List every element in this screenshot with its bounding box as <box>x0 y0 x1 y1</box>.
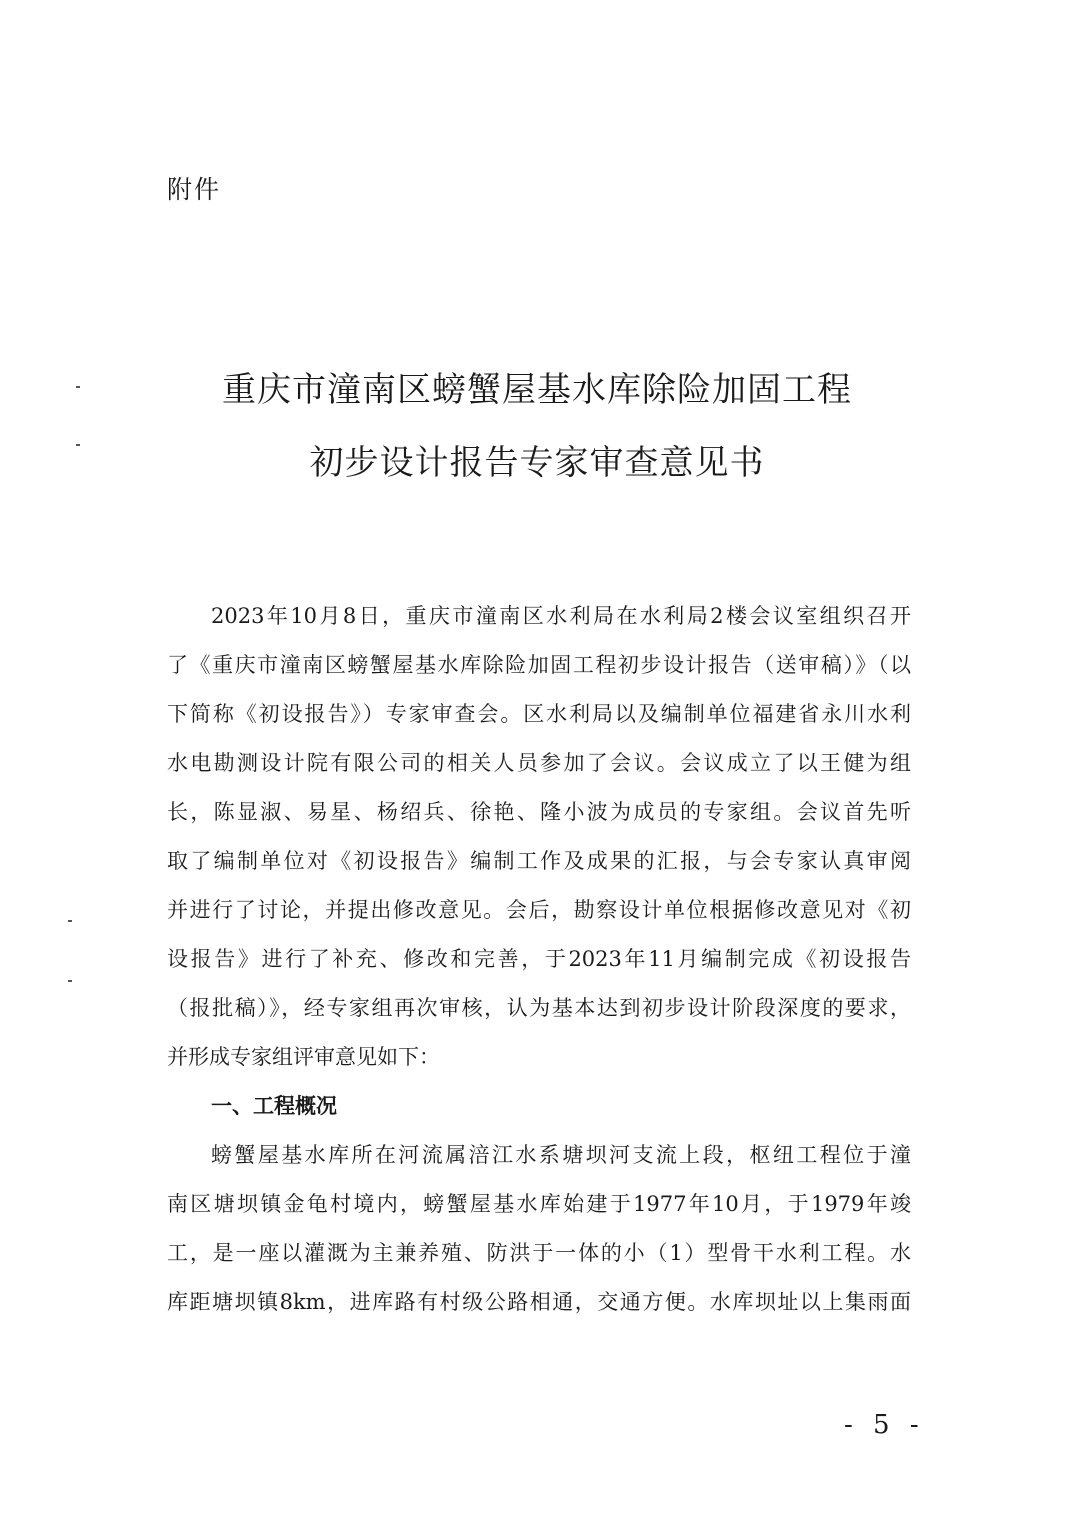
paragraph-line: 并形成专家组评审意见如下： <box>167 1045 440 1069</box>
paragraph-line: 库距塘坝镇8km，进库路有村级公路相通，交通方便。水库坝址以上集雨面 <box>167 1290 911 1314</box>
paragraph-line: 取了编制单位对《初设报告》编制工作及成果的汇报，与会专家认真审阅 <box>167 849 911 873</box>
paragraph-line: （报批稿）》，经专家组再次审核，认为基本达到初步设计阶段深度的要求， <box>167 996 911 1020</box>
paragraph-line: 并进行了讨论，并提出修改意见。会后，勘察设计单位根据修改意见对《初 <box>167 898 911 922</box>
scan-margin-mark <box>68 980 72 982</box>
paragraph-line: 螃蟹屋基水库所在河流属涪江水系塘坝河支流上段，枢纽工程位于潼 <box>211 1143 911 1167</box>
paragraph-line: 水电勘测设计院有限公司的相关人员参加了会议。会议成立了以王健为组 <box>167 751 911 775</box>
paragraph-line: 长，陈显淑、易星、杨绍兵、徐艳、隆小波为成员的专家组。会议首先听 <box>167 800 911 824</box>
document-body <box>167 592 911 1327</box>
paragraph-line: 了《重庆市潼南区螃蟹屋基水库除险加固工程初步设计报告（送审稿）》（以 <box>167 653 911 677</box>
page-number: - 5 - <box>844 1410 925 1440</box>
paragraph-line: 工，是一座以灌溉为主兼养殖、防洪于一体的小（1）型骨干水利工程。水 <box>167 1241 911 1265</box>
paragraph-line: 2023年10月8日，重庆市潼南区水利局在水利局2楼会议室组织召开 <box>211 604 911 628</box>
paragraph-line: 设报告》进行了补充、修改和完善，于2023年11月编制完成《初设报告 <box>167 947 911 971</box>
paragraph-line: 南区塘坝镇金龟村境内，螃蟹屋基水库始建于1977年10月，于1979年竣 <box>167 1192 911 1216</box>
document-title-line-2: 初步设计报告专家审查意见书 <box>309 443 765 483</box>
scan-margin-mark <box>68 920 72 922</box>
attachment-label: 附件 <box>167 175 222 204</box>
document-title-line-1: 重庆市潼南区螃蟹屋基水库除险加固工程 <box>222 370 852 410</box>
section-heading: 一、工程概况 <box>211 1094 337 1118</box>
paragraph-line: 下简称《初设报告》）专家审查会。区水利局以及编制单位福建省永川水利 <box>167 702 911 726</box>
